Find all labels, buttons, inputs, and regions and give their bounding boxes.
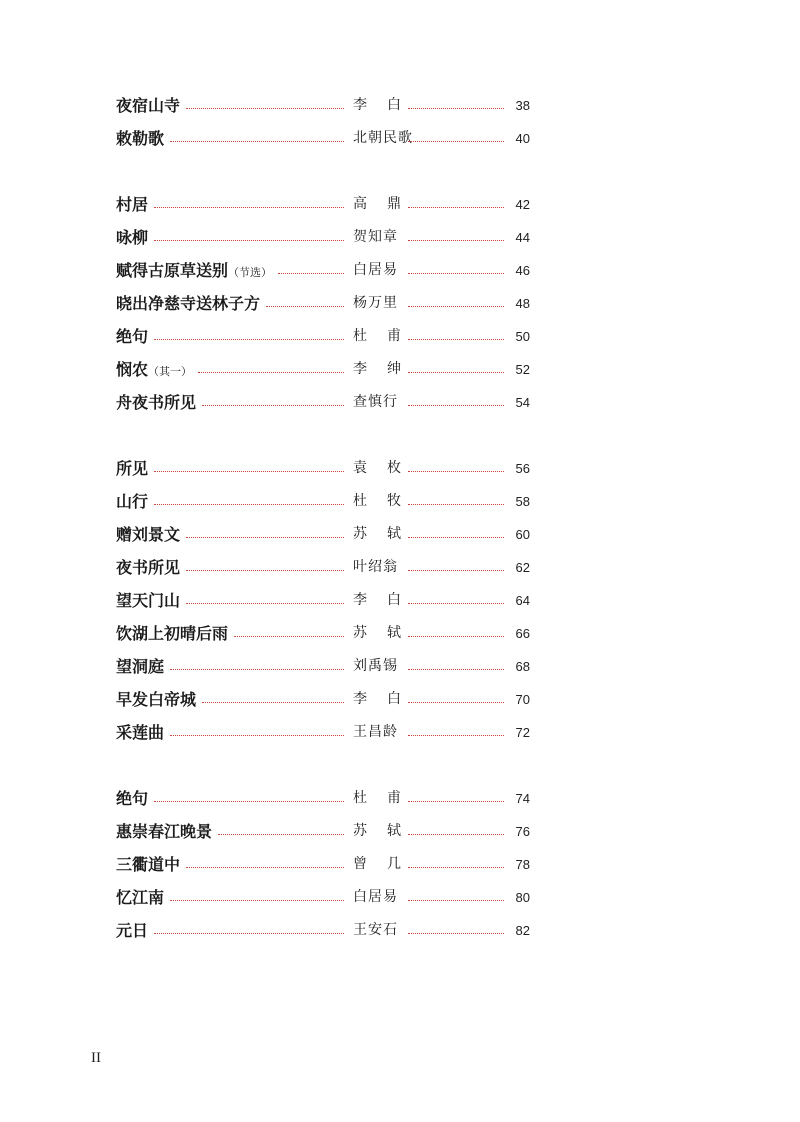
toc-entry xyxy=(0,881,800,914)
toc-group xyxy=(0,89,800,155)
entry-title xyxy=(116,485,148,518)
toc-entry xyxy=(0,617,800,650)
toc-entry xyxy=(0,815,800,848)
toc-entry xyxy=(0,287,800,320)
entry-author: 杨万里 xyxy=(353,295,398,311)
leader-dots xyxy=(408,366,504,373)
author-char: 苏 xyxy=(353,526,367,542)
leader-dots xyxy=(154,465,344,472)
entry-author xyxy=(353,617,401,650)
author-char: 轼 xyxy=(387,526,401,542)
leader-dots xyxy=(154,795,344,802)
entry-page-number: 48 xyxy=(515,296,530,311)
entry-title-text: 惠崇春江晚景 xyxy=(116,822,213,841)
leader-dots xyxy=(186,861,344,868)
author-char: 杜 xyxy=(353,493,367,509)
entry-author: 白居易 xyxy=(353,889,398,905)
leader-dots xyxy=(408,300,504,307)
entry-page-number: 80 xyxy=(515,890,530,905)
entry-author xyxy=(353,485,401,518)
entry-title-text: 晓出净慈寺送林子方 xyxy=(116,294,261,313)
entry-title xyxy=(116,584,180,617)
entry-author: 北朝民歌 xyxy=(353,130,413,146)
author-char: 李 xyxy=(353,361,367,377)
leader-dots xyxy=(218,828,344,835)
author-char: 白 xyxy=(387,97,401,113)
entry-title-text: 村居 xyxy=(116,195,149,214)
author-char: 苏 xyxy=(353,625,367,641)
entry-author: 白居易 xyxy=(353,262,398,278)
entry-author: 叶绍翁 xyxy=(353,559,398,575)
entry-author xyxy=(353,320,401,353)
entry-title-text: 山行 xyxy=(116,492,149,511)
entry-title xyxy=(116,815,212,848)
entry-author xyxy=(353,353,401,386)
entry-title xyxy=(116,188,148,221)
leader-dots xyxy=(408,927,504,934)
author-char: 轼 xyxy=(387,823,401,839)
entry-title-text: 忆江南 xyxy=(116,888,165,907)
entry-title-text: 咏柳 xyxy=(116,228,149,247)
entry-title-text: 早发白帝城 xyxy=(116,690,197,709)
author-char: 甫 xyxy=(387,328,401,344)
entry-title-text: 望天门山 xyxy=(116,591,181,610)
toc-entry xyxy=(0,848,800,881)
author-char: 几 xyxy=(387,856,401,872)
entry-title xyxy=(116,683,196,716)
entry-title xyxy=(116,221,148,254)
entry-author: 刘禹锡 xyxy=(353,658,398,674)
entry-author xyxy=(353,848,401,881)
entry-title-text: 悯农 xyxy=(116,360,149,379)
entry-title xyxy=(116,551,180,584)
leader-dots xyxy=(170,663,344,670)
toc-entry xyxy=(0,518,800,551)
author-char: 李 xyxy=(353,97,367,113)
entry-title xyxy=(116,320,148,353)
leader-dots xyxy=(408,201,504,208)
entry-title xyxy=(116,881,164,914)
entry-title-text: 所见 xyxy=(116,459,149,478)
leader-dots xyxy=(408,102,504,109)
leader-dots xyxy=(186,564,344,571)
leader-dots xyxy=(408,234,504,241)
entry-title xyxy=(116,518,180,551)
toc-entry xyxy=(0,452,800,485)
leader-dots xyxy=(408,267,504,274)
entry-page-number: 56 xyxy=(515,461,530,476)
entry-title xyxy=(116,914,148,947)
entry-author xyxy=(353,518,401,551)
leader-dots xyxy=(154,498,344,505)
entry-title-text: 采莲曲 xyxy=(116,723,165,742)
entry-title xyxy=(116,353,192,386)
entry-page-number: 52 xyxy=(515,362,530,377)
leader-dots xyxy=(408,894,504,901)
entry-title xyxy=(116,650,164,683)
leader-dots xyxy=(408,630,504,637)
author-char: 杜 xyxy=(353,790,367,806)
toc-entry xyxy=(0,683,800,716)
entry-author xyxy=(353,584,401,617)
toc-entry xyxy=(0,188,800,221)
leader-dots xyxy=(154,234,344,241)
entry-page-number: 74 xyxy=(515,791,530,806)
entry-page-number: 40 xyxy=(515,131,530,146)
toc-entry xyxy=(0,122,800,155)
entry-page-number: 58 xyxy=(515,494,530,509)
entry-author: 贺知章 xyxy=(353,229,398,245)
entry-title-text: 饮湖上初晴后雨 xyxy=(116,624,229,643)
entry-page-number: 70 xyxy=(515,692,530,707)
leader-dots xyxy=(408,663,504,670)
entry-title-text: 三衢道中 xyxy=(116,855,181,874)
leader-dots xyxy=(154,927,344,934)
leader-dots xyxy=(408,795,504,802)
toc-entry xyxy=(0,89,800,122)
toc-entry xyxy=(0,716,800,749)
author-char: 鼎 xyxy=(387,196,401,212)
toc-entry xyxy=(0,782,800,815)
toc-entry xyxy=(0,914,800,947)
author-char: 轼 xyxy=(387,625,401,641)
entry-title xyxy=(116,122,164,155)
leader-dots xyxy=(408,399,504,406)
author-char: 曾 xyxy=(353,856,367,872)
entry-page-number: 42 xyxy=(515,197,530,212)
author-char: 袁 xyxy=(353,460,367,476)
entry-title-text: 绝句 xyxy=(116,327,149,346)
entry-page-number: 82 xyxy=(515,923,530,938)
toc-entry xyxy=(0,320,800,353)
leader-dots xyxy=(266,300,344,307)
leader-dots xyxy=(408,498,504,505)
entry-title-text: 赋得古原草送别 xyxy=(116,261,229,280)
author-char: 李 xyxy=(353,592,367,608)
leader-dots xyxy=(154,201,344,208)
entry-title-note: （节选） xyxy=(228,266,273,279)
leader-dots xyxy=(186,102,344,109)
entry-page-number: 76 xyxy=(515,824,530,839)
entry-title xyxy=(116,386,196,419)
toc-entry xyxy=(0,551,800,584)
entry-author xyxy=(353,89,401,122)
toc-entry xyxy=(0,584,800,617)
entry-author xyxy=(353,815,401,848)
leader-dots xyxy=(170,729,344,736)
entry-page-number: 64 xyxy=(515,593,530,608)
entry-title xyxy=(116,848,180,881)
toc-group xyxy=(0,452,800,749)
author-char: 苏 xyxy=(353,823,367,839)
leader-dots xyxy=(154,333,344,340)
entry-author xyxy=(353,188,401,221)
entry-title-text: 敕勒歌 xyxy=(116,129,165,148)
entry-page-number: 60 xyxy=(515,527,530,542)
toc-entry xyxy=(0,650,800,683)
toc-entry xyxy=(0,386,800,419)
leader-dots xyxy=(186,531,344,538)
entry-page-number: 78 xyxy=(515,857,530,872)
entry-title xyxy=(116,716,164,749)
page-folio: II xyxy=(91,1050,101,1066)
author-char: 高 xyxy=(353,196,367,212)
toc-entry xyxy=(0,485,800,518)
leader-dots xyxy=(408,564,504,571)
entry-title xyxy=(116,782,148,815)
entry-author: 王安石 xyxy=(353,922,398,938)
entry-title-text: 夜宿山寺 xyxy=(116,96,181,115)
entry-title xyxy=(116,254,272,287)
leader-dots xyxy=(408,135,504,142)
entry-page-number: 50 xyxy=(515,329,530,344)
entry-title xyxy=(116,617,228,650)
leader-dots xyxy=(408,465,504,472)
entry-title-note: （其一） xyxy=(148,365,193,378)
leader-dots xyxy=(408,531,504,538)
entry-page-number: 38 xyxy=(515,98,530,113)
author-char: 白 xyxy=(387,592,401,608)
toc-entry xyxy=(0,353,800,386)
entry-title xyxy=(116,452,148,485)
leader-dots xyxy=(408,333,504,340)
toc-group xyxy=(0,782,800,947)
entry-page-number: 66 xyxy=(515,626,530,641)
leader-dots xyxy=(170,894,344,901)
entry-title-text: 舟夜书所见 xyxy=(116,393,197,412)
leader-dots xyxy=(202,696,344,703)
entry-title xyxy=(116,89,180,122)
author-char: 枚 xyxy=(387,460,401,476)
toc-entry xyxy=(0,221,800,254)
entry-page-number: 46 xyxy=(515,263,530,278)
author-char: 牧 xyxy=(387,493,401,509)
entry-title-text: 望洞庭 xyxy=(116,657,165,676)
leader-dots xyxy=(408,861,504,868)
leader-dots xyxy=(408,828,504,835)
author-char: 杜 xyxy=(353,328,367,344)
leader-dots xyxy=(170,135,344,142)
author-char: 李 xyxy=(353,691,367,707)
entry-page-number: 68 xyxy=(515,659,530,674)
toc-group xyxy=(0,188,800,419)
leader-dots xyxy=(408,696,504,703)
entry-author: 查慎行 xyxy=(353,394,398,410)
leader-dots xyxy=(198,366,344,373)
entry-page-number: 54 xyxy=(515,395,530,410)
leader-dots xyxy=(202,399,344,406)
entry-author: 王昌龄 xyxy=(353,724,398,740)
entry-page-number: 62 xyxy=(515,560,530,575)
entry-author xyxy=(353,452,401,485)
leader-dots xyxy=(408,729,504,736)
author-char: 绅 xyxy=(387,361,401,377)
author-char: 甫 xyxy=(387,790,401,806)
leader-dots xyxy=(408,597,504,604)
entry-title-text: 赠刘景文 xyxy=(116,525,181,544)
entry-title-text: 元日 xyxy=(116,921,149,940)
leader-dots xyxy=(278,267,344,274)
entry-author xyxy=(353,683,401,716)
toc-entry xyxy=(0,254,800,287)
entry-page-number: 44 xyxy=(515,230,530,245)
entry-title-text: 夜书所见 xyxy=(116,558,181,577)
leader-dots xyxy=(234,630,344,637)
leader-dots xyxy=(186,597,344,604)
entry-author xyxy=(353,782,401,815)
entry-title-text: 绝句 xyxy=(116,789,149,808)
entry-title xyxy=(116,287,260,320)
author-char: 白 xyxy=(387,691,401,707)
entry-page-number: 72 xyxy=(515,725,530,740)
